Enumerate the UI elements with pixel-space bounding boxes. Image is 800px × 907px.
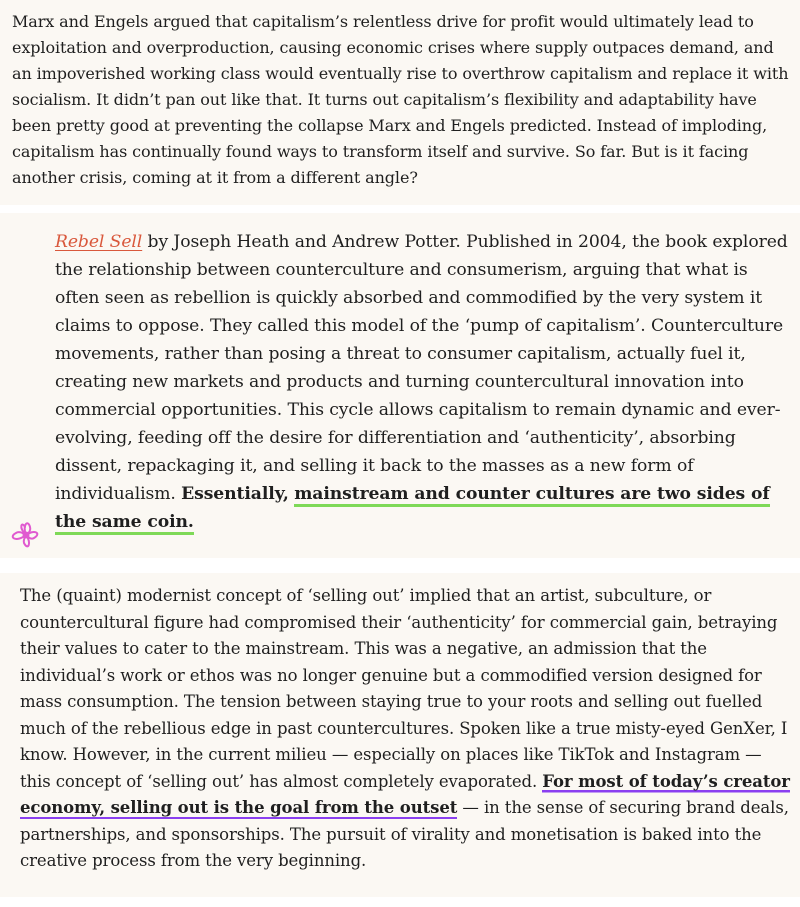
top-text-block [0,0,800,205]
rebel-sell-link[interactable]: Rebel Sell [55,232,143,252]
selling-out-text-before: The (quaint) modernist concept of ‘selling out’ implied that an artist, subculture, or countercultural figure had compromised their ‘authenticity’ for commercial gain, betraying their values to cater to the mainstream. This was a negative, an admission that the individual’s work or ethos was no longer genuine but a commodified version designed for mass consumption. The tension between staying true to your roots and selling out fuelled much of the rebellious edge in past countercultures. Spoken like a true misty-eyed GenXer, I know. However, in the current milieu — especially on places like TikTok and Instagram — this concept of ‘selling out’ has almost completely evaporated. [20,586,788,791]
bold-lead-phrase: Essentially, [181,484,289,504]
intro-paragraph: Marx and Engels argued that capitalism’s relentless drive for profit would ultimately lead to exploitation and overproduction, causing economic crises where supply outpaces demand, and an impoverished working class would eventually rise to overthrow capitalism and replace it with socialism. It didn’t pan out like that. It turns out capitalism’s flexibility and adaptability have been pretty good at preventing the collapse Marx and Engels predicted. Instead of imploding, capitalism has continually found ways to transform itself and survive. So far. But is it facing another crisis, coming at it from a different angle? [12,12,789,187]
rebel-sell-body: by Joseph Heath and Andrew Potter. Published in 2004, the book explored the relationship between counterculture and consumerism, arguing that what is often seen as rebellion is quickly absorbed and commodified by the very system it claims to oppose. They called this model of the ‘pump of capitalism’. Counterculture movements, rather than posing a threat to consumer capitalism, actually fuel it, creating new markets and products and turning countercultural innovation into commercial opportunities. This cycle allows capitalism to remain dynamic and ever-evolving, feeding off the desire for differentiation and ‘authenticity’, absorbing dissent, repackaging it, and selling it back to the masses as a new form of individualism. [55,232,788,504]
selling-out-text-after: — in the sense of securing brand deals, partnerships, and sponsorships. The pursuit of virality and monetisation is baked into the creative process from the very beginning. [20,798,789,870]
purple-highlighted-sentence: For most of today’s creator economy, selling out is the goal from the outset [20,771,790,817]
flower-doodle-icon [4,515,48,559]
selling-out-paragraph [20,583,796,875]
quote-text-block [0,213,800,558]
green-highlighted-sentence: mainstream and counter cultures are two sides of the same coin. [55,484,770,535]
bottom-text-block [0,573,800,897]
rebel-sell-paragraph [55,228,795,536]
